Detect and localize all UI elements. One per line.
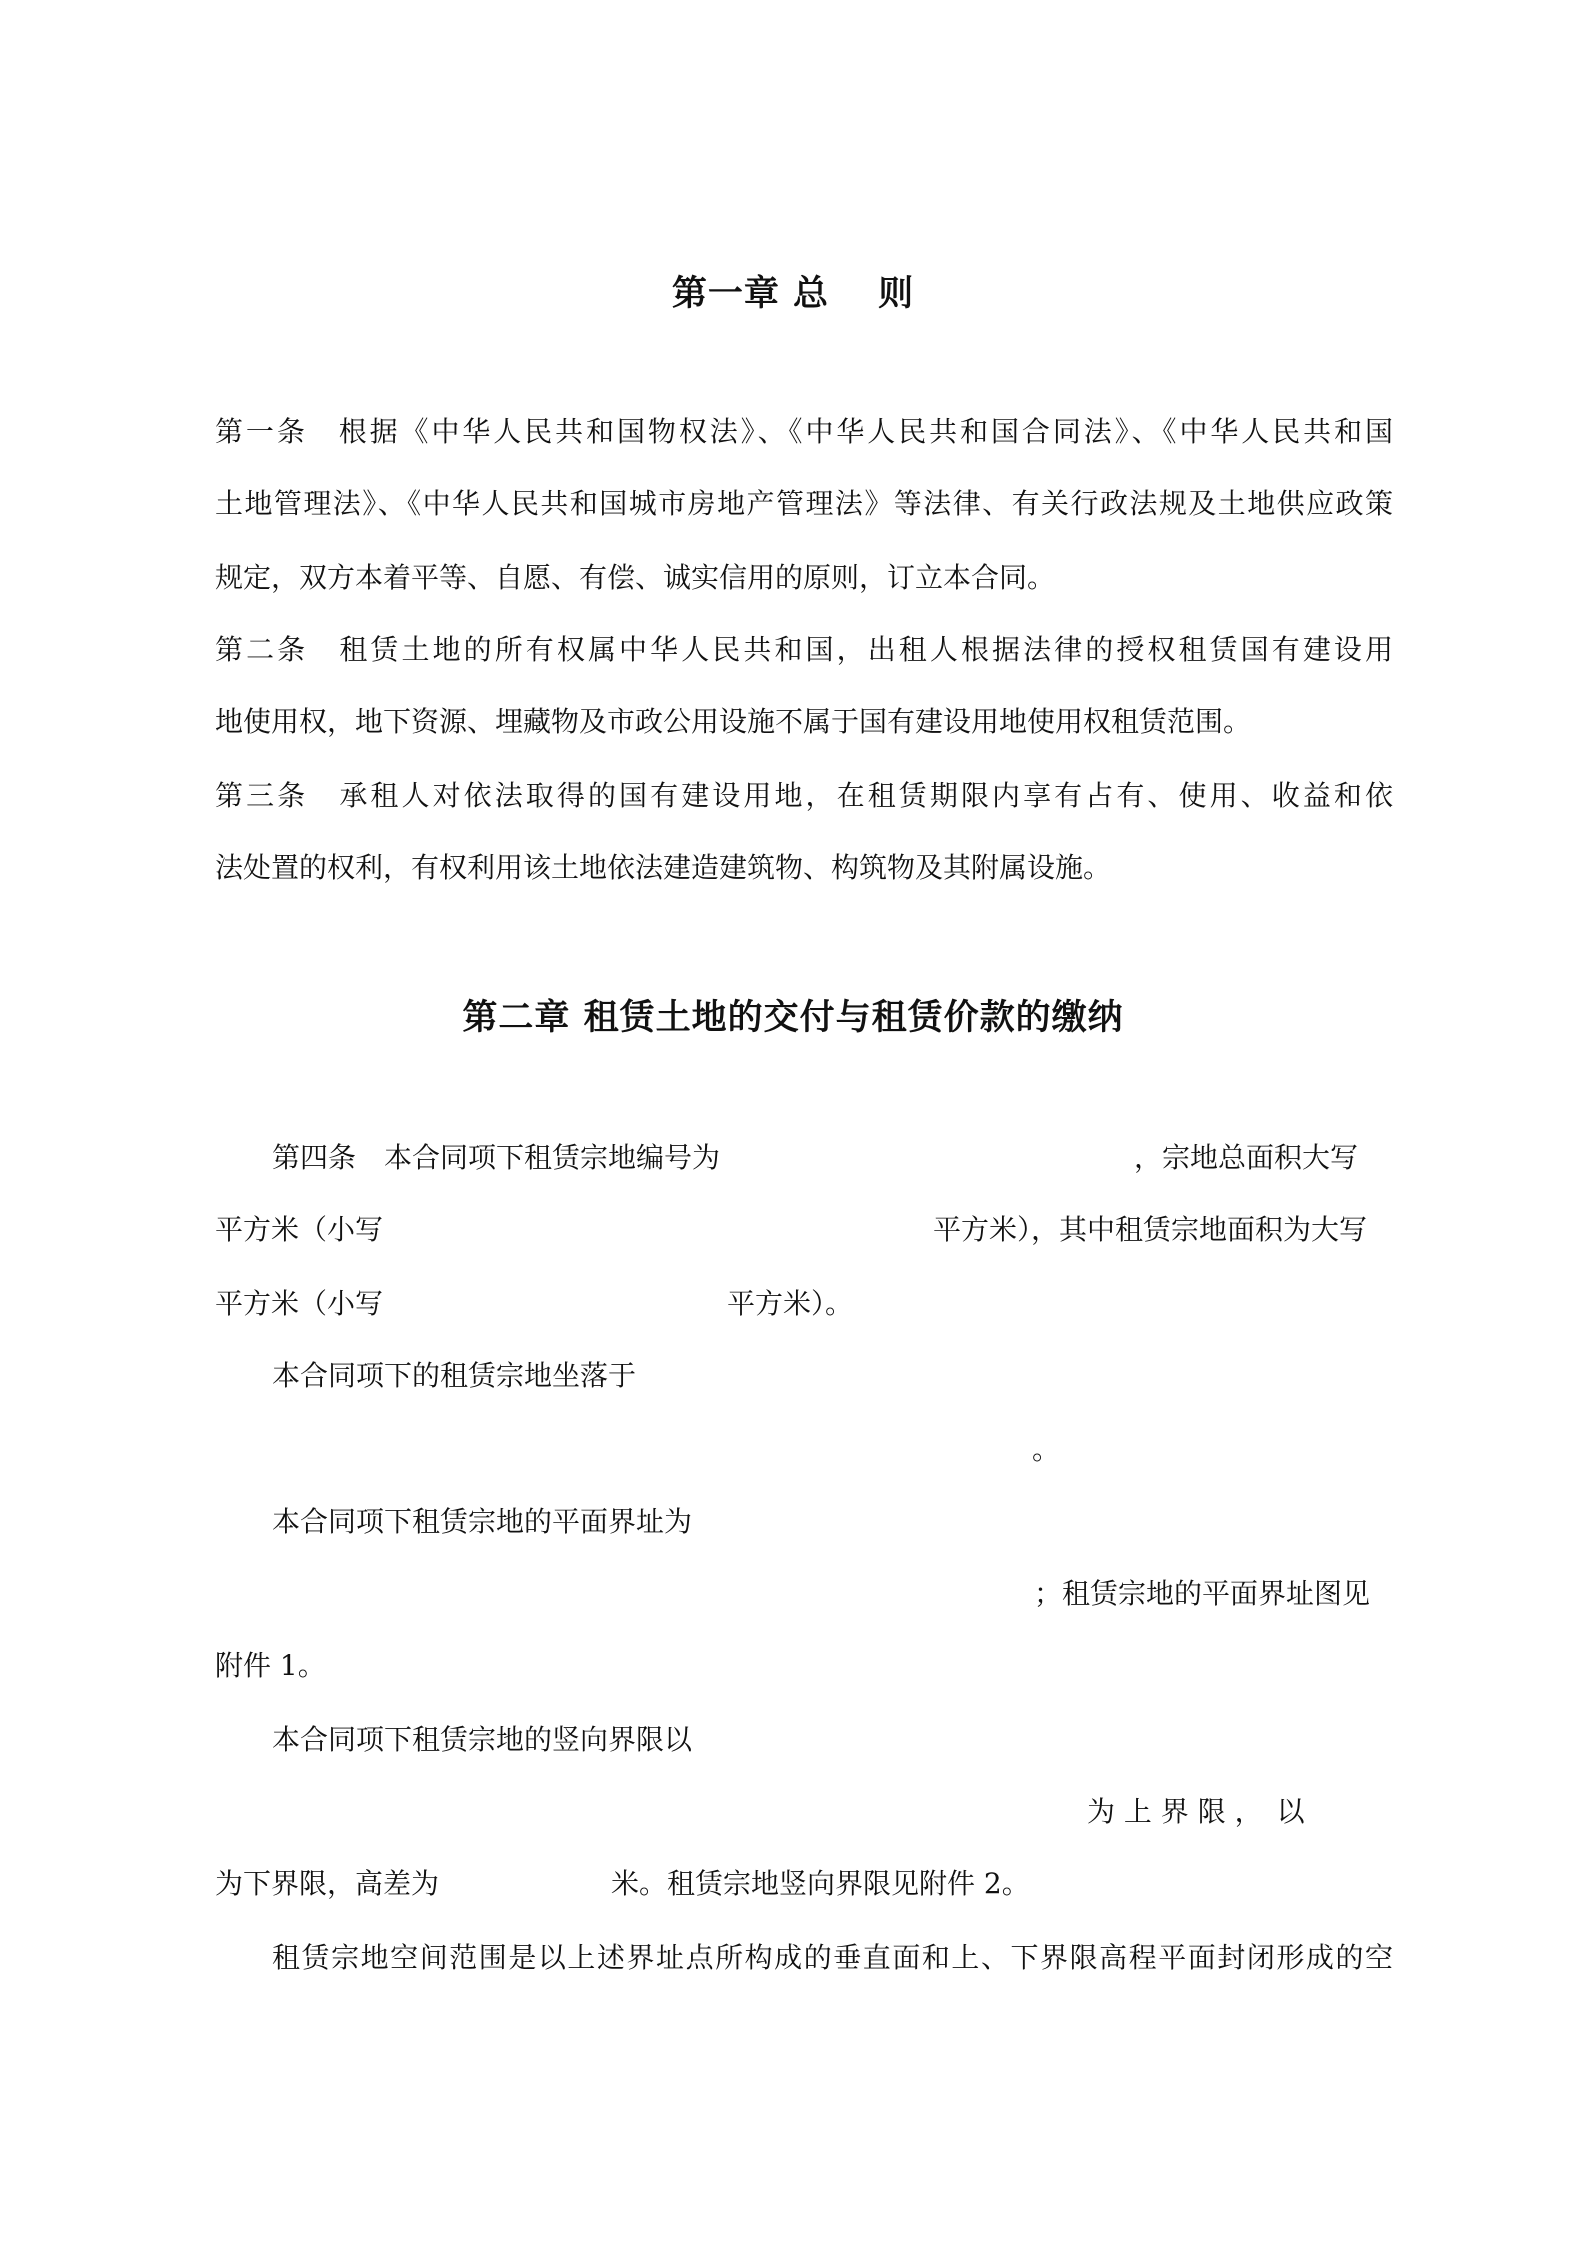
vertical-line-2-right: 为 上 界 限 ， 以 bbox=[1087, 1795, 1305, 1828]
chapter-1-title: 第一章 总 则 bbox=[671, 274, 915, 314]
boundary-line-1: 本合同项下租赁宗地的平面界址为 bbox=[272, 1505, 693, 1538]
article-1-line-3: 规定，双方本着平等、自愿、有偿、诚实信用的原则，订立本合同。 bbox=[215, 561, 1056, 594]
vertical-line-1: 本合同项下租赁宗地的竖向界限以 bbox=[272, 1723, 693, 1756]
article-4-line-1-left: 第四条 本合同项下租赁宗地编号为 bbox=[272, 1141, 721, 1174]
article-3-line-2: 法处置的权利，有权利用该土地依法建造建筑物、构筑物及其附属设施。 bbox=[215, 851, 1112, 884]
article-1-line-1: 第一条 根据《中华人民共和国物权法》、《中华人民共和国合同法》、《中华人民共和国 bbox=[215, 415, 1393, 448]
vertical-line-3-right: 米。租赁宗地竖向界限见附件 2。 bbox=[611, 1867, 1030, 1900]
article-1-line-2: 土地管理法》、《中华人民共和国城市房地产管理法》等法律、有关行政法规及土地供应政策 bbox=[215, 487, 1393, 520]
article-4-line-3-left: 平方米（小写 bbox=[215, 1287, 384, 1320]
space-line-1: 租赁宗地空间范围是以上述界址点所构成的垂直面和上、下界限高程平面封闭形成的空 bbox=[272, 1941, 1393, 1974]
article-2-line-2: 地使用权，地下资源、埋藏物及市政公用设施不属于国有建设用地使用权租赁范围。 bbox=[215, 705, 1252, 738]
article-2-line-1: 第二条 租赁土地的所有权属中华人民共和国，出租人根据法律的授权租赁国有建设用 bbox=[215, 633, 1393, 666]
article-4-line-2-left: 平方米（小写 bbox=[215, 1213, 384, 1246]
vertical-line-3-left: 为下界限，高差为 bbox=[215, 1867, 440, 1900]
location-line-1: 本合同项下的租赁宗地坐落于 bbox=[272, 1359, 637, 1392]
location-line-2-end: 。 bbox=[1032, 1433, 1061, 1466]
article-4-line-2-right: 平方米），其中租赁宗地面积为大写 bbox=[933, 1213, 1368, 1246]
article-3-line-1: 第三条 承租人对依法取得的国有建设用地，在租赁期限内享有占有、使用、收益和依 bbox=[215, 779, 1393, 812]
boundary-line-3: 附件 1。 bbox=[215, 1649, 326, 1682]
article-4-line-3-right: 平方米）。 bbox=[727, 1287, 854, 1320]
chapter-2-title: 第二章 租赁土地的交付与租赁价款的缴纳 bbox=[462, 998, 1124, 1038]
article-4-line-1-right: ，宗地总面积大写 bbox=[1134, 1141, 1359, 1174]
boundary-line-2-right: ；租赁宗地的平面界址图见 bbox=[1034, 1577, 1371, 1610]
